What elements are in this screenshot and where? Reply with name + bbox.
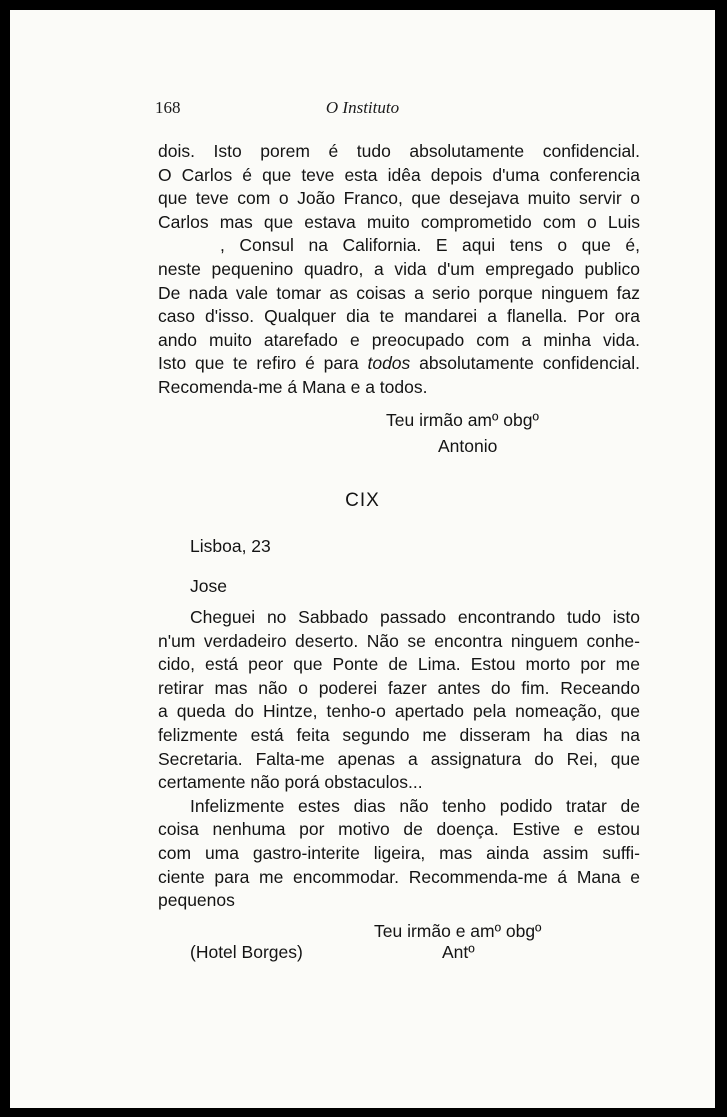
text-line: ciente para me encommodar. Recommenda-me á Mana e [158,866,640,887]
closing-1: Teu irmão amº obgº [386,410,539,430]
text-line: com uma gastro-interite ligeira, mas ainda assim suffi- [158,842,640,863]
text-line: Carlos mas que estava muito comprometido com o Luis [158,211,640,232]
text-line: pequenos [158,890,235,911]
text-line: felizmente está feita segundo me disseram ha dias na [158,724,640,745]
page-header [10,98,715,122]
salutation: Jose [190,576,227,596]
text-line: a queda do Hintze, tenho-o apertado pela nomeação, que [158,701,640,722]
text-line: , Consul na California. E aqui tens o que é, [220,235,640,256]
text-line-with-emphasis [158,352,640,376]
text-line: n'um verdadeiro deserto. Não se encontra ninguem conhe- [158,630,640,651]
emphasis-word: todos [367,353,411,374]
letter-body-1 [158,140,640,400]
signature-1: Antonio [438,436,498,456]
letter-body-2 [158,606,640,913]
running-title: O Instituto [325,98,400,117]
text-line: Secretaria. Falta-me apenas a assignatura do Rei, que [158,748,640,769]
text-segment: absolutamente confidencial. [419,353,640,374]
text-line: De nada vale tomar as coisas a serio porque ninguem faz [158,282,640,303]
page-number: 168 [155,98,181,117]
text-line: que teve com o João Franco, que desejava muito servir o [158,188,640,209]
place-date: Lisboa, 23 [190,536,271,556]
text-line: cido, está peor que Ponte de Lima. Estou morto por me [158,654,640,675]
text-line: Cheguei no Sabbado passado encontrando tudo isto [190,607,640,627]
signature-2: Antº [442,942,475,962]
text-line: neste pequenino quadro, a vida d'um empregado publico [158,258,640,279]
text-line: Infelizmente estes dias não tenho podido tratar de [190,795,640,816]
letter-number: CIX [345,490,380,511]
text-line: ando muito atarefado e preocupado com a minha vida. [158,329,640,350]
closing-2: Teu irmão e amº obgº [374,921,542,941]
book-page [10,10,715,1108]
text-line: dois. Isto porem é tudo absolutamente confidencial. [158,141,640,161]
text-line: certamente não porá obstaculos... [158,772,423,793]
text-line: coisa nenhuma por motivo de doença. Estive e estou [158,819,640,840]
text-line: Recomenda-me á Mana e a todos. [158,376,428,397]
text-segment: Isto que te refiro é para [158,353,359,374]
text-line: O Carlos é que teve esta idêa depois d'uma conferencia [158,164,640,185]
address-note: (Hotel Borges) [190,942,303,962]
text-line: retirar mas não o poderei fazer antes do fim. Receando [158,677,640,698]
text-line: caso d'isso. Qualquer dia te mandarei a flanella. Por ora [158,306,640,327]
